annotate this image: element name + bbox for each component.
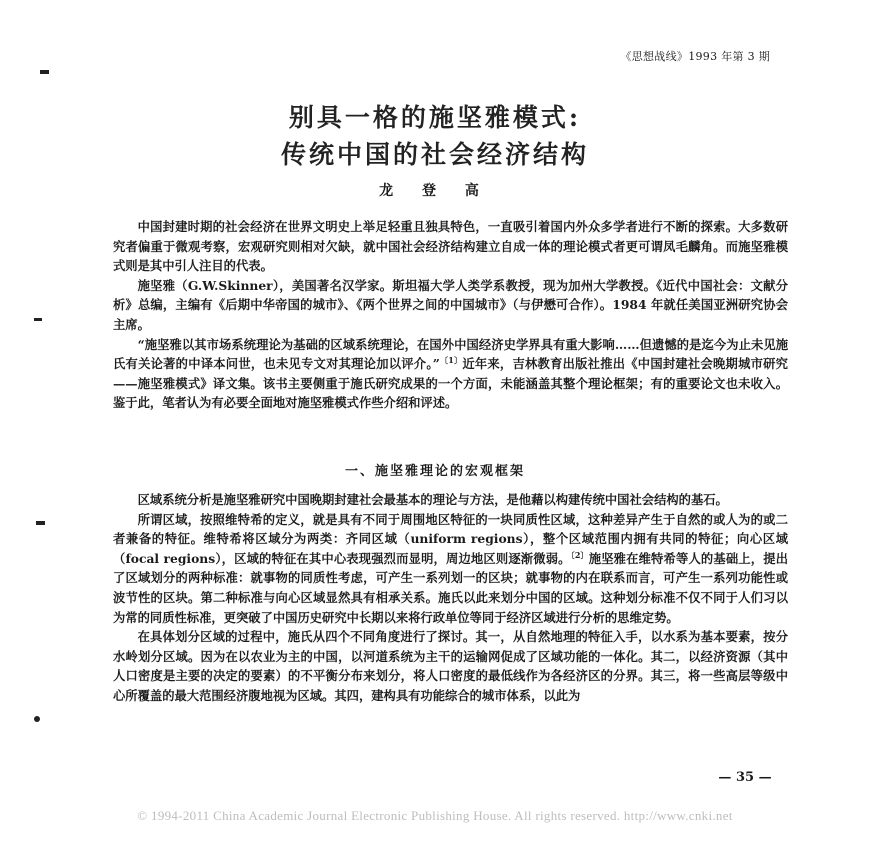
journal-header: 《思想战线》1993 年第 3 期	[620, 50, 770, 63]
page-number: — 35 —	[718, 770, 772, 785]
paragraph-text: 施坚雅在维特希等人的基础上，提出了区域划分的两种标准：就事物的同质性考虑，可产生一系列划一的区块；就事物的内在联系而言，可产生一系列功能性或波节性的区块。第二种标准与向心区域显然具有相承关系。施氏以此来划分中国的区域。这种划分标准不仅不同于人们习以为常的同质性标准，更突破了中国历史研究中长期以来将行政单位等同于经济区域进行分析的思维定势。	[113, 550, 788, 625]
scan-mark	[34, 716, 40, 722]
citation-ref: 〔2〕	[570, 549, 589, 560]
copyright-footer: © 1994-2011 China Academic Journal Electronic Publishing House. All rights reserved. http://www.cnki.net	[137, 808, 733, 823]
paragraph: 施坚雅（G.W.Skinner），美国著名汉学家。斯坦福大学人类学系教授，现为加州大学教授。《近代中国社会：文献分析》总编，主编有《后期中华帝国的城市》、《两个世界之间的中国城市》（与伊懋可合作）。1984 年就任美国亚洲研究协会主席。	[113, 277, 788, 332]
paragraph-text: 所谓区域，按照维特希的定义，就是具有不同于周围地区特征的一块同质性区域，这种差异产生于自然的或人为的或二者兼备的特征。维特希将区域分为两类：齐同区域（uniform regions），整个区域范围内拥有共同的特征；向心区域（focal regions），区域的特征在其中心表现强烈而显明，周边地区则逐渐微弱。	[113, 511, 788, 566]
paragraph: 在具体划分区域的过程中，施氏从四个不同角度进行了探讨。其一，从自然地理的特征入手，以水系为基本要素，按分水岭划分区域。因为在以农业为主的中国，以河道系统为主干的运输网促成了区域功能的一体化。其二，以经济资源（其中人口密度是主要的决定的要素）的不平衡分布来划分，将人口密度的最低线作为各经济区的分界。其三，将一些高层等级中心所覆盖的最大范围经济腹地视为区域。其四，建构具有功能综合的城市体系，以此为	[113, 629, 788, 703]
section-heading: 一、施坚雅理论的宏观框架	[344, 464, 525, 479]
section-text	[113, 490, 788, 706]
paragraph-text: “施坚雅以其市场系统理论为基础的区域系统理论，在国外中国经济史学界具有重大影响……但遗憾的是迄今为止未见施氏有关论著的中译本问世，也未见专文对其理论加以评介。”	[113, 336, 788, 372]
intro-text	[113, 217, 788, 413]
article-title-line2: 传统中国的社会经济结构	[280, 140, 589, 169]
article-title-line1: 别具一格的施坚雅模式:	[288, 103, 582, 132]
paragraph: 中国封建时期的社会经济在世界文明史上举足轻重且独具特色，一直吸引着国内外众多学者进行不断的探索。大多数研究者偏重于微观考察，宏观研究则相对欠缺，就中国社会经济结构建立自成一体的理论模式者更可谓凤毛麟角。而施坚雅模式则是其中引人注目的代表。	[113, 219, 788, 274]
author: 龙 登 高	[379, 183, 491, 199]
scan-mark	[34, 318, 42, 321]
paragraph-text: 近年来，吉林教育出版社推出《中国封建社会晚期城市研究——施坚雅模式》译文集。该书主要侧重于施氏研究成果的一个方面，未能涵盖其整个理论框架；有的重要论文也未收入。鉴于此，笔者认为有必要全面地对施坚雅模式作些介绍和评述。	[113, 356, 788, 411]
scan-mark	[36, 521, 45, 525]
paragraph	[113, 335, 788, 413]
scan-mark	[40, 70, 49, 74]
paragraph	[113, 510, 788, 628]
paragraph: 区域系统分析是施坚雅研究中国晚期封建社会最基本的理论与方法，是他藉以构建传统中国社会结构的基石。	[137, 492, 728, 507]
citation-ref: 〔1〕	[439, 355, 463, 366]
